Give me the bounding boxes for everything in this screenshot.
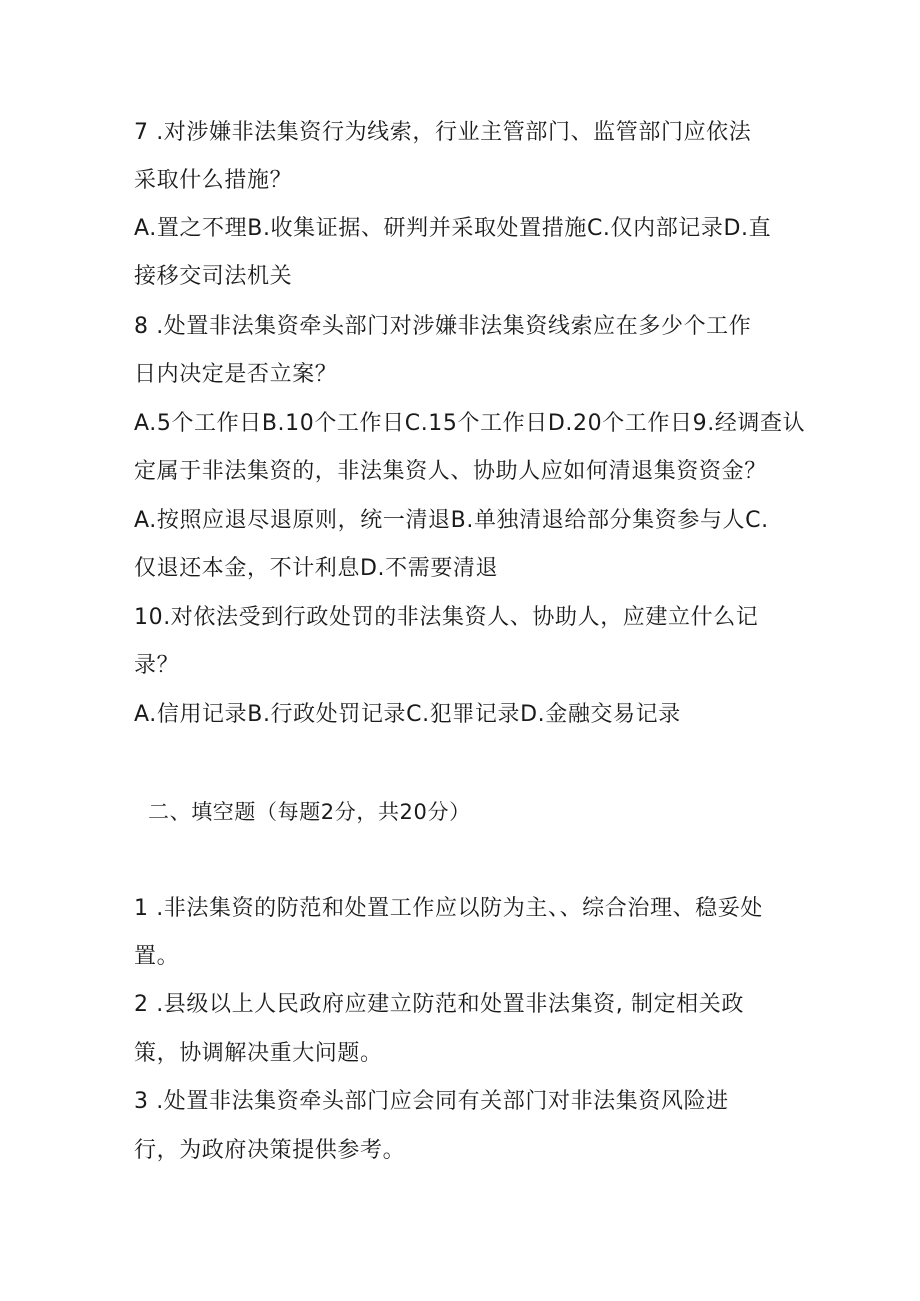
section-heading: 二、填空题（每题2分，共20分） (148, 800, 471, 824)
question-8-text-line-2: 日内决定是否立案？ (134, 362, 338, 387)
question-10-options-line: A.信用记录B.行政处罚记录C.犯罪记录D.金融交易记录 (134, 702, 681, 727)
fill-blank-1-line-1: 1 .非法集资的防范和处置工作应以防为主、、综合治理、稳妥处 (134, 896, 763, 921)
fill-blank-1-line-2: 置。 (134, 944, 180, 969)
question-9-text-line: 定属于非法集资的，非法集资人、协助人应如何清退集资资金？ (134, 459, 767, 484)
fill-blank-2-line-2: 策，协调解决重大问题。 (134, 1041, 383, 1066)
question-10-text-line-2: 录？ (134, 653, 180, 678)
question-7-text-line-2: 采取什么措施？ (134, 168, 293, 193)
question-7-options-line-1: A.置之不理B.收集证据、研判并采取处置措施C.仅内部记录D.直 (134, 216, 772, 241)
fill-blank-2-line-1: 2 .县级以上人民政府应建立防范和处置非法集资, 制定相关政 (134, 992, 744, 1017)
fill-blank-3-line-1: 3 .处置非法集资牵头部门应会同有关部门对非法集资风险进 (134, 1089, 729, 1114)
fill-blank-3-line-2: 行，为政府决策提供参考。 (134, 1138, 406, 1163)
question-7-options-line-2: 接移交司法机关 (134, 264, 293, 289)
question-9-options-line-2: 仅退还本金，不计利息D.不需要清退 (134, 556, 499, 581)
question-8-options-line-1: A.5个工作日B.10个工作日C.15个工作日D.20个工作日9.经调查认 (134, 411, 806, 436)
question-8-text-line-1: 8 .处置非法集资牵头部门对涉嫌非法集资线索应在多少个工作 (134, 314, 752, 339)
question-7-text-line-1: 7 .对涉嫌非法集资行为线索，行业主管部门、监管部门应依法 (134, 120, 752, 145)
question-9-options-line-1: A.按照应退尽退原则，统一清退B.单独清退给部分集资参与人C. (134, 508, 769, 533)
question-10-text-line-1: 10.对依法受到行政处罚的非法集资人、协助人，应建立什么记 (134, 605, 759, 630)
